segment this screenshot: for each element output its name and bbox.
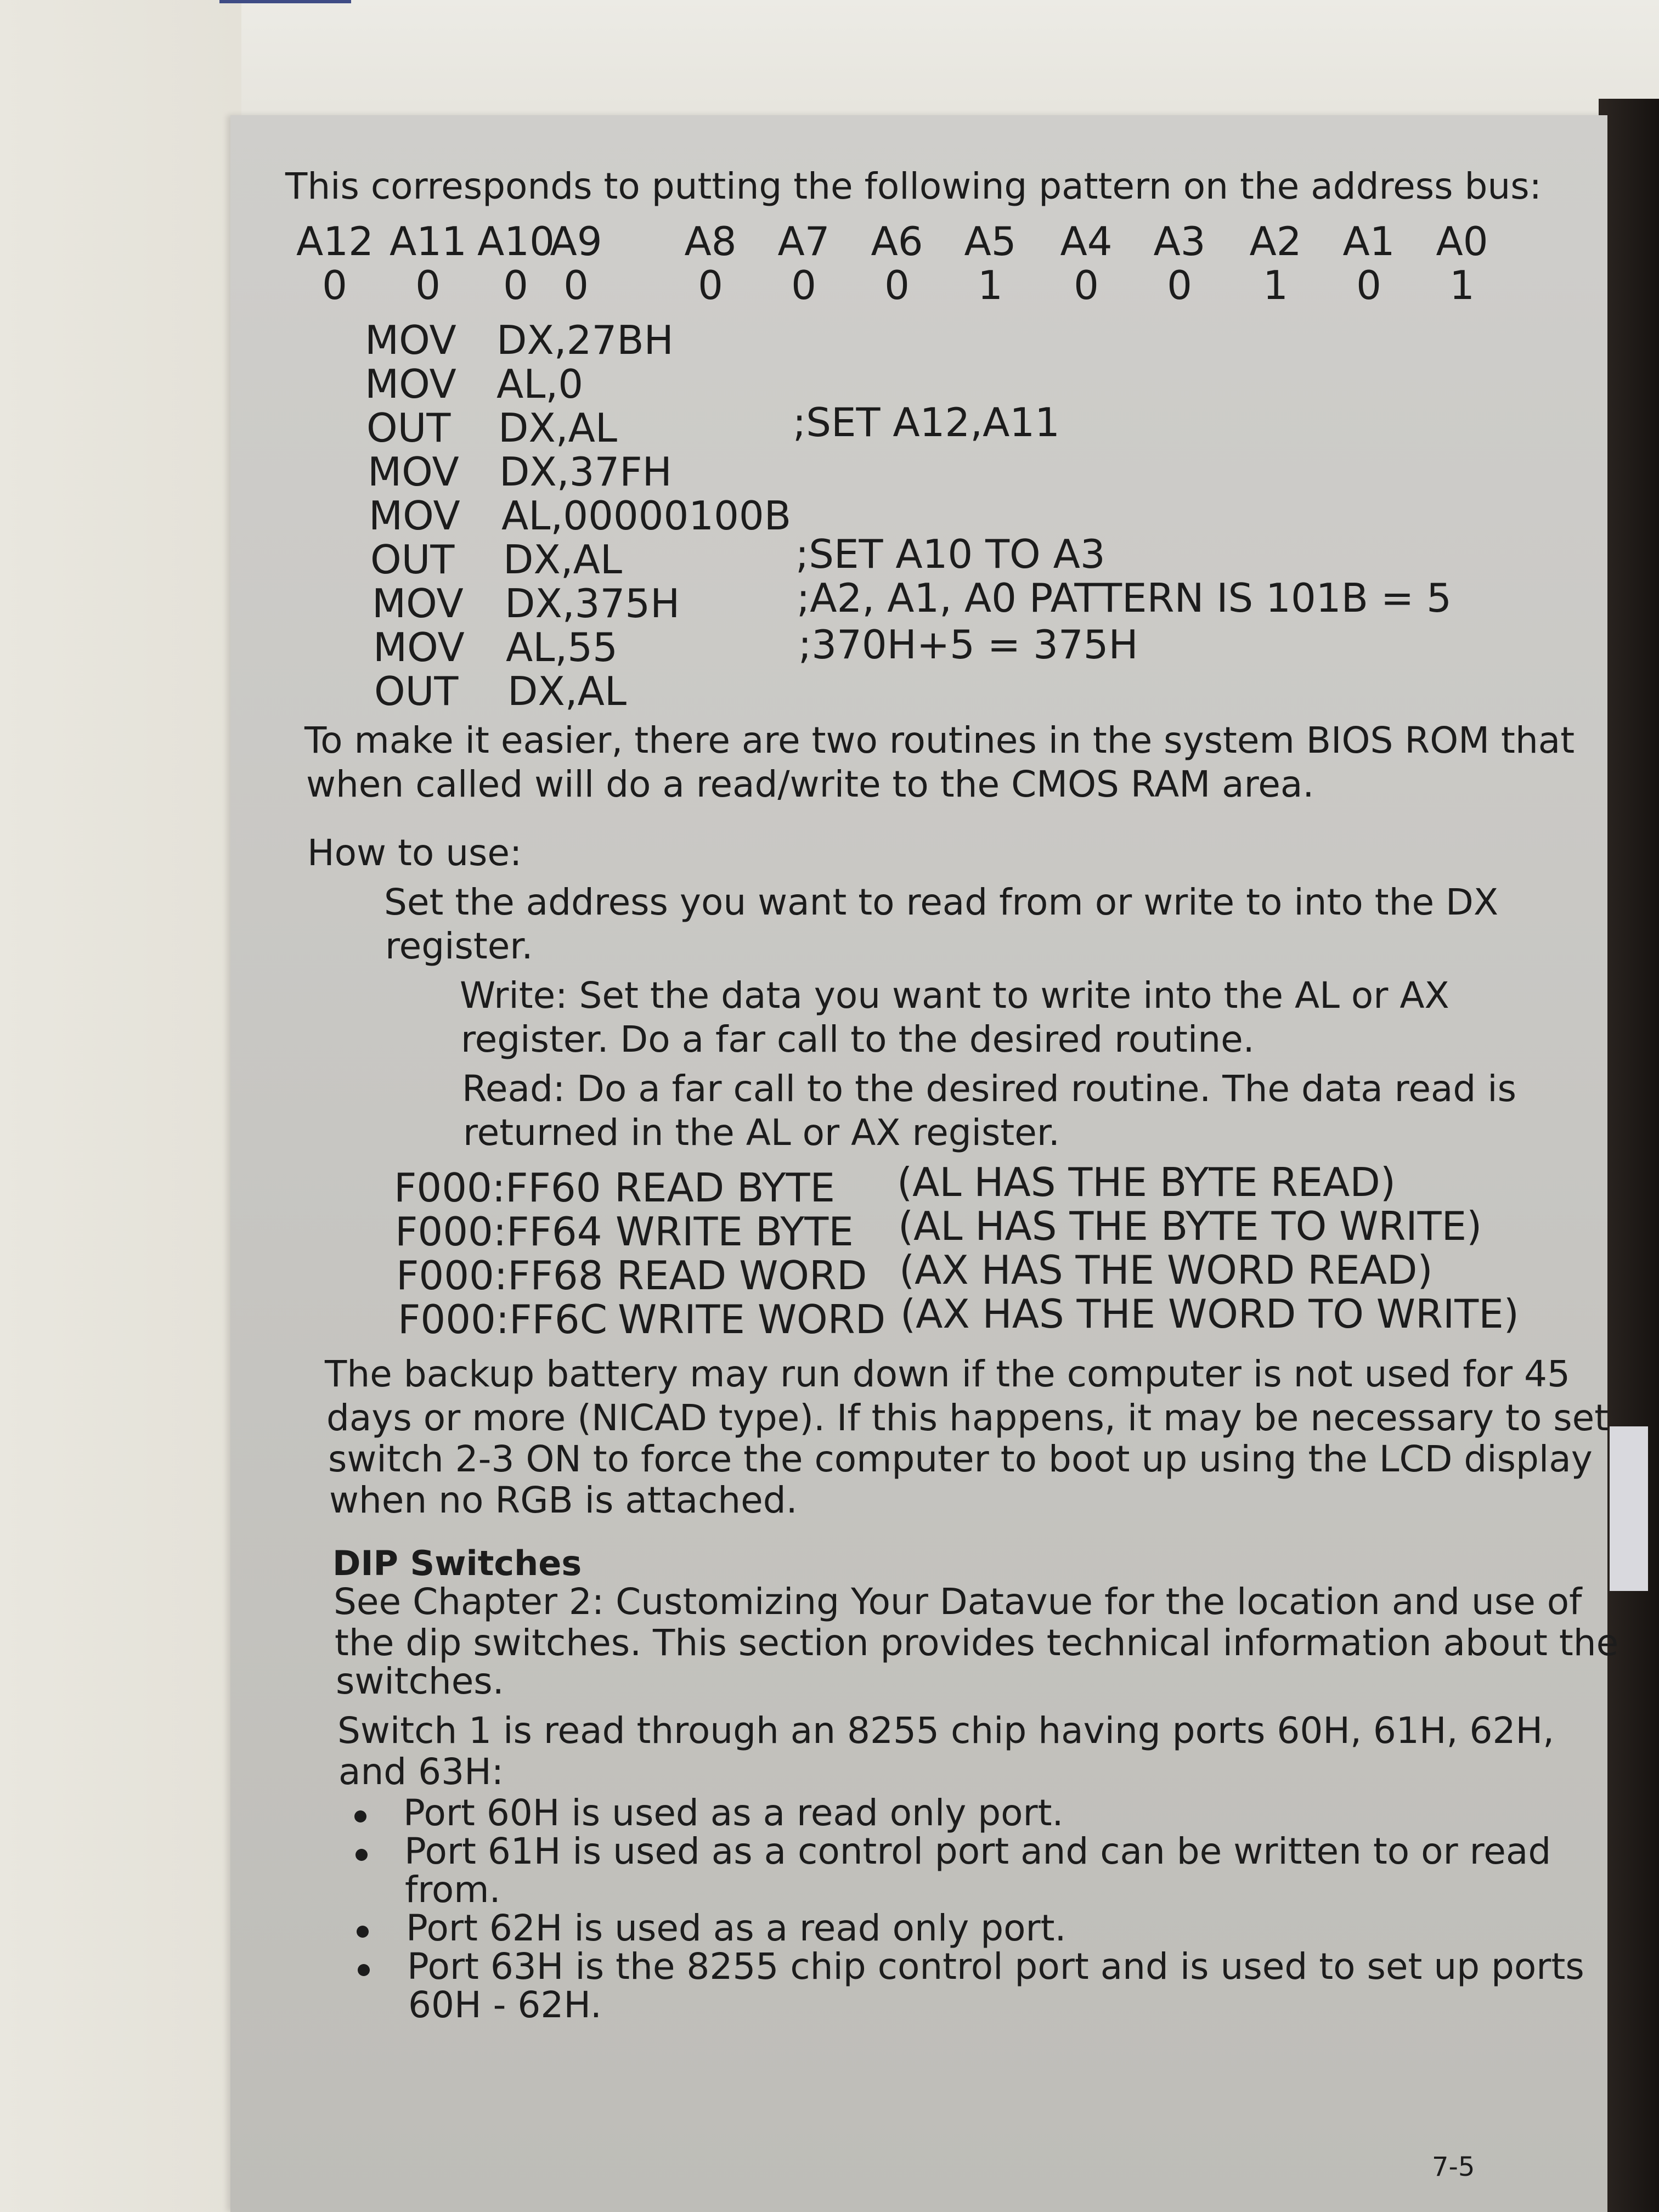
background-top — [0, 0, 1659, 126]
howto-read-line: returned in the AL or AX register. — [463, 1111, 1060, 1154]
code-op: MOV — [372, 580, 464, 627]
code-comment: ;SET A12,A11 — [793, 399, 1060, 445]
address-bit-a11: 0 — [415, 262, 441, 308]
code-arg: DX,27BH — [496, 317, 674, 363]
code-op: MOV — [365, 317, 456, 363]
address-header-a10: A10 — [477, 218, 555, 264]
address-header-a4: A4 — [1060, 218, 1113, 264]
routine-description: (AL HAS THE BYTE READ) — [897, 1159, 1396, 1205]
dip-switches-heading: DIP Switches — [332, 1543, 582, 1583]
background-right-edge — [1599, 99, 1659, 2212]
bios-paragraph-line: when called will do a read/write to the CMOS RAM area. — [306, 763, 1314, 805]
howto-set-line: register. — [385, 925, 533, 967]
address-header-a12: A12 — [296, 218, 374, 264]
routine-description: (AX HAS THE WORD TO WRITE) — [900, 1291, 1519, 1337]
howto-write-line: register. Do a far call to the desired routine. — [461, 1018, 1255, 1060]
code-arg: DX,375H — [505, 580, 680, 627]
howto-set-line: Set the address you want to read from or write to into the DX — [384, 881, 1499, 923]
page-number: 7-5 — [1432, 2152, 1475, 2182]
routine-description: (AL HAS THE BYTE TO WRITE) — [898, 1203, 1482, 1249]
address-header-a7: A7 — [777, 218, 830, 264]
address-bit-a1: 0 — [1356, 262, 1381, 308]
routine-address: F000:FF6C — [398, 1296, 608, 1342]
address-header-a3: A3 — [1153, 218, 1206, 264]
address-header-a0: A0 — [1436, 218, 1488, 264]
code-op: OUT — [370, 537, 455, 583]
bullet-dot — [357, 1926, 369, 1938]
address-header-a6: A6 — [871, 218, 923, 264]
code-arg: DX,AL — [498, 405, 618, 451]
address-bit-a9: 0 — [563, 262, 589, 308]
address-header-a11: A11 — [390, 218, 467, 264]
code-comment: ;SET A10 TO A3 — [795, 531, 1105, 577]
battery-paragraph-line: The backup battery may run down if the computer is not used for 45 — [325, 1353, 1571, 1395]
bullet-dot — [356, 1849, 368, 1861]
address-header-a2: A2 — [1249, 218, 1302, 264]
code-op: MOV — [368, 449, 459, 495]
code-op: MOV — [365, 361, 456, 407]
address-bit-a10: 0 — [503, 262, 528, 308]
battery-paragraph-line: switch 2-3 ON to force the computer to boot up using the LCD display — [328, 1438, 1593, 1480]
top-edge-strip — [219, 0, 351, 3]
code-op: MOV — [373, 624, 465, 670]
routine-name: READ BYTE — [614, 1165, 836, 1211]
code-arg: AL,0 — [496, 361, 584, 407]
address-header-a9: A9 — [550, 218, 602, 264]
code-arg: DX,AL — [507, 668, 627, 714]
code-op: MOV — [369, 493, 460, 539]
bullet-text: Port 60H is used as a read only port. — [403, 1792, 1064, 1834]
address-header-a1: A1 — [1342, 218, 1395, 264]
document-page — [230, 115, 1619, 2212]
code-arg: DX,AL — [503, 537, 623, 583]
address-bit-a8: 0 — [698, 262, 723, 308]
code-arg: AL,55 — [506, 624, 618, 670]
bullet-text: 60H - 62H. — [408, 1984, 602, 2026]
address-bit-a12: 0 — [322, 262, 347, 308]
address-bit-a5: 1 — [978, 262, 1003, 308]
routine-address: F000:FF60 — [394, 1165, 601, 1211]
bullet-text: Port 61H is used as a control port and can be written to or read — [404, 1830, 1551, 1872]
dip-paragraph-line: See Chapter 2: Customizing Your Datavue for the location and use of — [334, 1581, 1582, 1623]
background-paper-edge — [1610, 1426, 1648, 1591]
routine-name: WRITE BYTE — [616, 1209, 854, 1255]
address-bit-a3: 0 — [1167, 262, 1192, 308]
code-comment: ;370H+5 = 375H — [798, 622, 1138, 668]
code-op: OUT — [374, 668, 459, 714]
routine-address: F000:FF64 — [395, 1209, 602, 1255]
bios-paragraph-line: To make it easier, there are two routines in the system BIOS ROM that — [304, 719, 1575, 761]
routine-description: (AX HAS THE WORD READ) — [899, 1247, 1433, 1293]
howto-label: How to use: — [307, 832, 522, 874]
routine-name: WRITE WORD — [618, 1296, 886, 1342]
address-header-a8: A8 — [684, 218, 737, 264]
bullet-dot — [354, 1810, 366, 1822]
routine-name: READ WORD — [617, 1252, 867, 1299]
address-bit-a0: 1 — [1449, 262, 1475, 308]
address-bit-a6: 0 — [884, 262, 910, 308]
code-comment: ;A2, A1, A0 PATTERN IS 101B = 5 — [797, 575, 1452, 621]
bullet-text: from. — [405, 1869, 501, 1911]
howto-read-line: Read: Do a far call to the desired routine. The data read is — [462, 1068, 1516, 1110]
address-bit-a7: 0 — [791, 262, 816, 308]
dip-paragraph-line: the dip switches. This section provides technical information about the — [335, 1622, 1619, 1664]
address-bit-a2: 1 — [1263, 262, 1288, 308]
bullet-text: Port 63H is the 8255 chip control port and is used to set up ports — [407, 1945, 1584, 1988]
bullet-text: Port 62H is used as a read only port. — [406, 1907, 1066, 1949]
howto-write-line: Write: Set the data you want to write into the AL or AX — [460, 974, 1449, 1017]
code-op: OUT — [366, 405, 451, 451]
code-arg: AL,00000100B — [501, 493, 792, 539]
bullet-dot — [358, 1964, 370, 1976]
code-arg: DX,37FH — [499, 449, 672, 495]
battery-paragraph-line: when no RGB is attached. — [329, 1479, 798, 1521]
address-header-a5: A5 — [964, 218, 1017, 264]
dip-paragraph-line: switches. — [336, 1660, 504, 1702]
intro-text: This corresponds to putting the following pattern on the address bus: — [285, 165, 1542, 207]
switch-paragraph-line: and 63H: — [338, 1751, 504, 1793]
address-bit-a4: 0 — [1074, 262, 1099, 308]
routine-address: F000:FF68 — [396, 1252, 603, 1299]
battery-paragraph-line: days or more (NICAD type). If this happens, it may be necessary to set — [326, 1397, 1609, 1439]
switch-paragraph-line: Switch 1 is read through an 8255 chip having ports 60H, 61H, 62H, — [337, 1709, 1555, 1752]
background-left — [0, 0, 241, 2212]
